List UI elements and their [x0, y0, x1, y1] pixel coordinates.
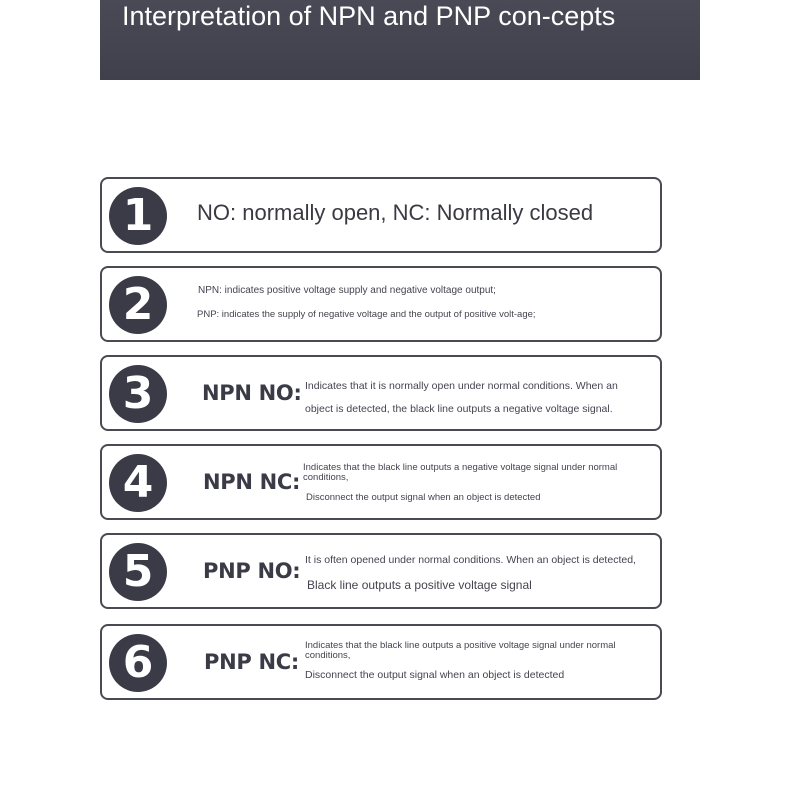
item-line-1: Indicates that the black line outputs a negative voltage signal under normal conditions,	[303, 462, 618, 483]
item-line-1: Indicates that the black line outputs a positive voltage signal under normal conditions,	[305, 640, 616, 661]
mode-label: NPN NC:	[203, 470, 301, 494]
number-badge: 3	[109, 365, 167, 423]
number-badge: 1	[109, 187, 167, 245]
item-line-2: Black line outputs a positive voltage signal	[307, 578, 532, 592]
item-card-2	[100, 266, 662, 342]
item-text: NO: normally open, NC: Normally closed	[197, 200, 594, 225]
item-card-5	[100, 533, 662, 609]
item-line-1: NPN: indicates positive voltage supply and negative voltage output;	[198, 285, 496, 296]
item-card-1	[100, 177, 662, 253]
number-badge: 6	[109, 634, 167, 692]
item-line-1: Indicates that it is normally open under normal conditions. When an	[305, 380, 618, 392]
header-banner	[100, 0, 700, 80]
item-card-3	[100, 355, 662, 431]
item-line-2: object is detected, the black line outputs a negative voltage signal.	[305, 403, 613, 415]
mode-label: PNP NC:	[204, 650, 299, 674]
item-line-1: It is often opened under normal conditions. When an object is detected,	[305, 554, 636, 566]
number-badge: 2	[109, 276, 167, 334]
item-line-2: PNP: indicates the supply of negative voltage and the output of positive volt-age;	[197, 309, 536, 320]
number-badge: 5	[109, 543, 167, 601]
item-line-2: Disconnect the output signal when an object is detected	[305, 669, 565, 681]
page-title: Interpretation of NPN and PNP con-cepts	[122, 1, 616, 31]
number-badge: 4	[109, 454, 167, 512]
item-line-2: Disconnect the output signal when an object is detected	[306, 492, 541, 503]
mode-label: NPN NO:	[202, 381, 302, 405]
item-card-6	[100, 624, 662, 700]
mode-label: PNP NO:	[203, 559, 301, 583]
item-card-4	[100, 444, 662, 520]
